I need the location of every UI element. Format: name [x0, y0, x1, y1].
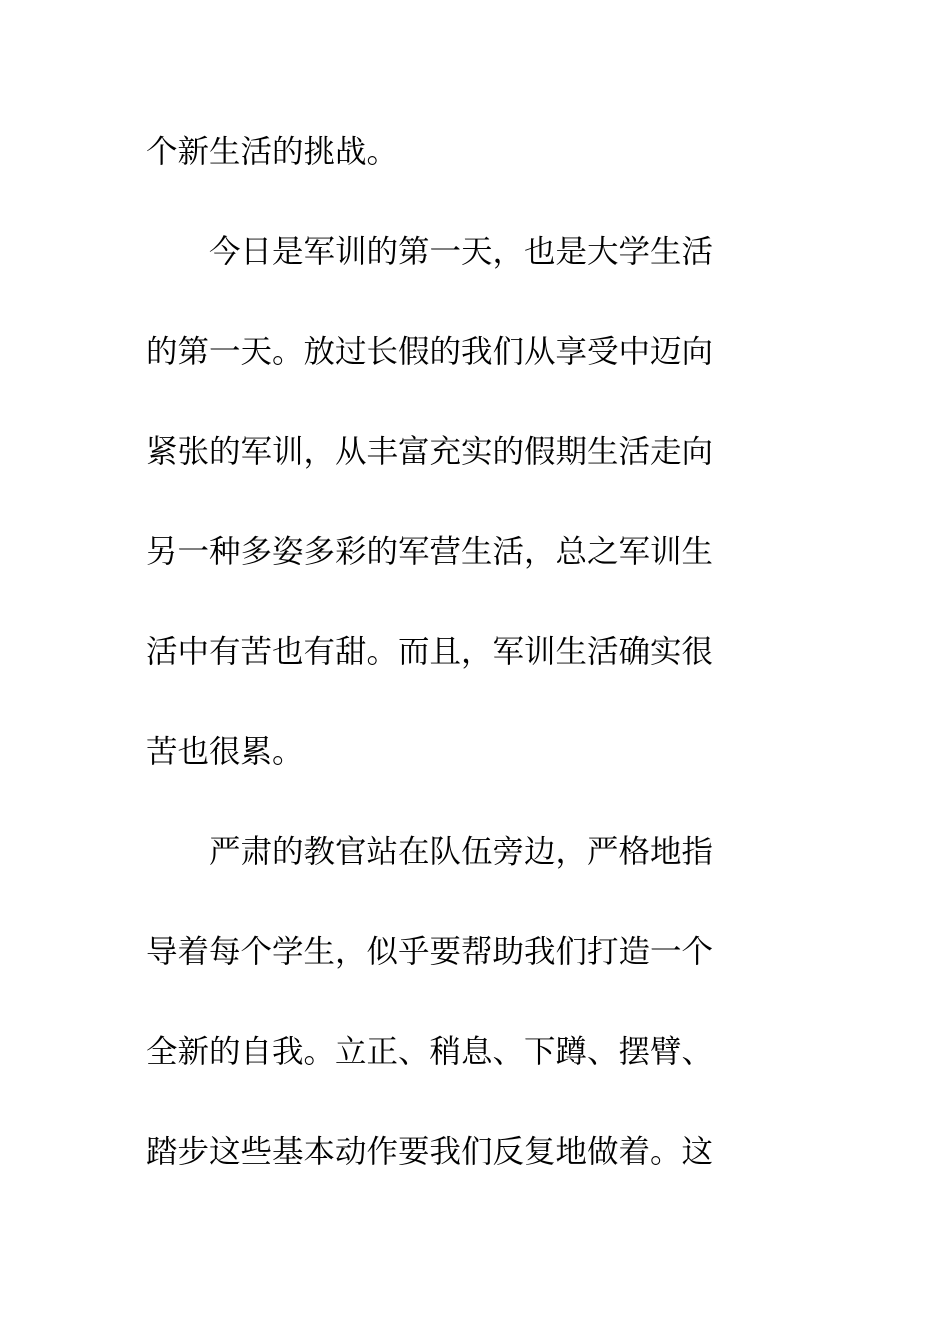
- text-line: 导着每个学生，似乎要帮助我们打造一个: [146, 934, 714, 970]
- text-line: 今日是军训的第一天，也是大学生活: [146, 234, 714, 270]
- text-line: 严肃的教官站在队伍旁边，严格地指: [146, 834, 714, 870]
- text-line: 的第一天。放过长假的我们从享受中迈向: [146, 334, 714, 370]
- text-line: 活中有苦也有甜。而且，军训生活确实很: [146, 634, 714, 670]
- text-line: 踏步这些基本动作要我们反复地做着。这: [146, 1134, 714, 1170]
- text-line: 苦也很累。: [146, 734, 304, 770]
- text-line: 个新生活的挑战。: [146, 134, 399, 170]
- text-line: 紧张的军训，从丰富充实的假期生活走向: [146, 434, 714, 470]
- text-line: 全新的自我。立正、稍息、下蹲、摆臂、: [146, 1034, 714, 1070]
- text-line: 另一种多姿多彩的军营生活，总之军训生: [146, 534, 714, 570]
